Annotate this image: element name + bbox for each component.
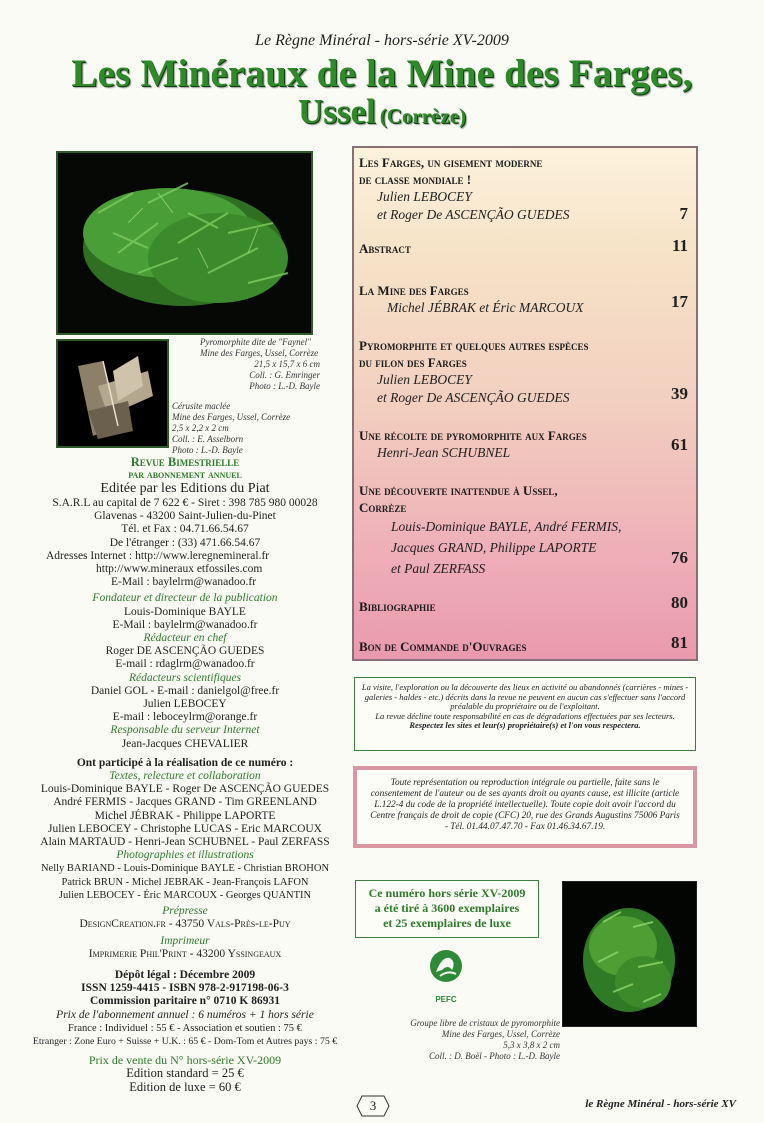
caption-line: Coll. : E. Asselborn xyxy=(172,434,244,444)
texts-line: Louis-Dominique BAYLE - Roger De ASCENÇÃO GUEDES xyxy=(40,783,330,796)
toc-page: 61 xyxy=(671,435,688,454)
page-number xyxy=(356,1094,390,1118)
masthead xyxy=(28,456,342,1094)
toc-author: et Roger De ASCENÇÃO GUEDES xyxy=(377,207,570,222)
visit-notice xyxy=(354,677,696,751)
toc-page: 39 xyxy=(671,384,688,403)
toc-entry[interactable] xyxy=(359,427,688,462)
server-label: Responsable du serveur Internet xyxy=(110,724,260,737)
toc-author: Louis-Dominique BAYLE, André FERMIS, xyxy=(391,519,622,534)
toc-title: Une récolte de pyromorphite aux Farges xyxy=(359,428,587,443)
toc-entry[interactable] xyxy=(359,282,688,317)
company-line: E-Mail : baylelrm@wanadoo.fr xyxy=(111,576,257,589)
page-title: Les Minéraux de la Mine des Farges, xyxy=(71,52,693,95)
company-line: Adresses Internet : http://www.leregnemineral.fr xyxy=(46,549,270,562)
pefc-logo xyxy=(426,948,466,1004)
subscription-price: Prix de l'abonnement annuel : 6 numéros + 1 hors série xyxy=(56,1008,314,1021)
notice-bold: Respectez les sites et leur(s) propriétaire(s) et l'on vous respectera. xyxy=(409,720,641,731)
print-run-box xyxy=(355,880,539,938)
toc-entry[interactable] xyxy=(359,236,688,257)
founder-email: E-Mail : baylelrm@wanadoo.fr xyxy=(112,618,258,631)
participated-label: Ont participé à la réalisation de ce numéro : xyxy=(76,756,294,769)
sci-label: Rédacteurs scientifiques xyxy=(128,671,242,684)
toc-page: 81 xyxy=(671,633,688,652)
printer-label: Imprimeur xyxy=(160,934,210,947)
texts-line: Alain MARTAUD - Henri-Jean SCHUBNEL - Paul ZERFASS xyxy=(40,836,330,849)
company-line: S.A.R.L au capital de 7 622 € - Siret : 398 785 980 00028 xyxy=(52,497,318,509)
print-run-line: Ce numéro hors série XV-2009 xyxy=(368,886,526,900)
price-standard: Edition standard = 25 € xyxy=(126,1066,244,1081)
prepress-value: DesignCreation.fr - 43750 Vals-Près-le-Puy xyxy=(79,918,291,931)
prepress-label: Prépresse xyxy=(162,905,208,918)
photos-label: Photographies et illustrations xyxy=(116,849,254,862)
print-run-line: et 25 exemplaires de luxe xyxy=(383,916,511,930)
toc-entry[interactable] xyxy=(359,154,688,224)
photos-line: Julien LEBOCEY - Éric MARCOUX - Georges QUANTIN xyxy=(58,889,312,901)
toc-entry[interactable] xyxy=(359,337,688,407)
sci-line: Julien LEBOCEY xyxy=(143,698,227,711)
pyromorphite-group-photo xyxy=(562,881,697,1027)
caption-line: Mine des Farges, Ussel, Corrèze xyxy=(172,412,291,422)
texts-line: Michel JÉBRAK - Philippe LAPORTE xyxy=(94,809,276,822)
revue-line1: Revue Bimestrielle xyxy=(130,455,240,469)
caption-line: Coll. : D. Boël - Photo : L.-D. Bayle xyxy=(429,1051,560,1061)
printer-value: Imprimerie Phil'Print - 43200 Yssingeaux xyxy=(88,947,282,960)
texts-line: André FERMIS - Jacques GRAND - Tim GREENLAND xyxy=(53,796,317,809)
editor: Editée par les Editions du Piat xyxy=(100,481,270,496)
price-foreign: Etranger : Zone Euro + Suisse + U.K. : 65 € - Dom-Tom et Autres pays : 75 € xyxy=(32,1035,338,1047)
texts-label: Textes, relecture et collaboration xyxy=(109,770,261,783)
footer-title: le Règne Minéral - hors-série XV xyxy=(585,1098,736,1110)
sci-line: E-mail : leboceylrm@orange.fr xyxy=(112,711,258,724)
caption-line: Groupe libre de cristaux de pyromorphite xyxy=(410,1018,560,1028)
toc-title: du filon des Farges xyxy=(359,355,467,370)
toc-author: Julien LEBOCEY xyxy=(377,189,472,204)
founder-label: Fondateur et directeur de la publication xyxy=(92,592,278,605)
toc-page: 7 xyxy=(679,204,688,223)
legal-deposit: Dépôt légal : Décembre 2009 xyxy=(114,968,256,981)
caption-line: Coll. : G. Emringer xyxy=(249,370,320,380)
toc-page: 17 xyxy=(671,292,688,311)
caption-line: Pyromorphite dite de "Faynel" xyxy=(200,337,311,347)
chief-label: Rédacteur en chef xyxy=(143,632,227,645)
company-line: De l'étranger : (33) 471.66.54.67 xyxy=(109,536,261,549)
toc-title: La Mine des Farges xyxy=(359,283,469,298)
toc-author: et Roger De ASCENÇÃO GUEDES xyxy=(377,390,570,405)
caption-line: Photo : L.-D. Bayle xyxy=(172,445,243,455)
sci-line: Daniel GOL - E-mail : danielgol@free.fr xyxy=(90,684,280,697)
toc-title: Abstract xyxy=(359,241,411,256)
toc-title: Bibliographie xyxy=(359,599,436,614)
toc-entry[interactable] xyxy=(359,482,688,579)
toc-page: 76 xyxy=(671,548,688,567)
copyright-notice: Toute représentation ou reproduction intégrale ou partielle, faite sans le consentement de l'auteur ou de ses ayants droit ou ayants cause, est illicite (article L.122-4 du code de la propriété intellectuelle). Toute copie doit avoir l'accord du Centre français de droit de copie (CFC) 20, rue des Grands Augustins 75006 Paris - Tél. 01.44.07.47.70 - Fax 01.46.34.67.19. xyxy=(353,766,697,848)
toc-title: Une découverte inattendue à Ussel, xyxy=(359,483,558,498)
pyromorphite-photo xyxy=(56,151,313,335)
notice-text2: La revue décline toute responsabilité en cas de dégradations effectuées par ses lecteurs. xyxy=(375,710,675,721)
company-line: Tél. et Fax : 04.71.66.54.67 xyxy=(121,523,249,536)
table-of-contents xyxy=(352,146,698,661)
toc-title: Les Farges, un gisement moderne xyxy=(359,155,543,170)
toc-entry[interactable] xyxy=(359,633,688,655)
notice-text: La visite, l'exploration ou la découverte des lieux en activité ou abandonnés (carrières - mines - galeries - haldes - etc.) décrits dans la revue ne peuvent en aucun cas s'effectuer sans l'accord préalable du propriétaire ou de l'exploitant. xyxy=(361,682,689,712)
caption-line: 5,3 x 3,8 x 2 cm xyxy=(503,1040,560,1050)
title-correze: (Corrèze) xyxy=(379,104,467,128)
toc-title: Corrèze xyxy=(359,500,407,515)
toc-title: de classe mondiale ! xyxy=(359,172,472,187)
founder-name: Louis-Dominique BAYLE xyxy=(124,605,246,618)
pefc-tree-icon xyxy=(426,948,466,990)
photos-line: Nelly BARIAND - Louis-Dominique BAYLE - Christian BROHON xyxy=(40,863,330,875)
cerusite-caption xyxy=(172,401,302,456)
pyromorphite-caption xyxy=(200,337,320,392)
page-subtitle xyxy=(0,92,764,135)
caption-line: 2,5 x 2,2 x 2 cm xyxy=(172,423,229,433)
caption-line: Cérusite maclée xyxy=(172,401,231,411)
print-run-line: a été tiré à 3600 exemplaires xyxy=(374,901,520,915)
pefc-label: PEFC xyxy=(435,995,457,1004)
caption-line: Mine des Farges, Ussel, Corrèze xyxy=(200,348,319,358)
toc-author: et Paul ZERFASS xyxy=(391,561,486,576)
price-luxury: Edition de luxe = 60 € xyxy=(129,1079,241,1094)
group-caption xyxy=(405,1018,560,1062)
sale-price-label: Prix de vente du N° hors-série XV-2009 xyxy=(88,1053,282,1068)
toc-author: Jacques GRAND, Philippe LAPORTE xyxy=(391,540,597,555)
caption-line: Mine des Farges, Ussel, Corrèze xyxy=(441,1029,560,1039)
toc-page: 80 xyxy=(671,593,688,612)
toc-author: Julien LEBOCEY xyxy=(377,372,472,387)
price-france: France : Individuel : 55 € - Association et soutien : 75 € xyxy=(68,1022,302,1034)
title-ussel: Ussel xyxy=(297,92,376,131)
toc-title: Bon de Commande d'Ouvrages xyxy=(359,639,527,654)
revue-line2: par abonnement annuel xyxy=(128,469,242,481)
server-name: Jean-Jacques CHEVALIER xyxy=(121,737,249,750)
photos-line: Patrick BRUN - Michel JEBRAK - Jean-François LAFON xyxy=(61,876,309,888)
toc-entry[interactable] xyxy=(359,593,688,615)
texts-line: Julien LEBOCEY - Christophe LUCAS - Eric MARCOUX xyxy=(48,822,322,835)
issn-isbn: ISSN 1259-4415 - ISBN 978-2-917198-06-3 xyxy=(81,982,289,995)
toc-title: Pyromorphite et quelques autres espèces xyxy=(359,338,589,353)
caption-line: 21,5 x 15,7 x 6 cm xyxy=(254,359,320,369)
cerusite-photo xyxy=(56,339,169,448)
page-number-value: 3 xyxy=(369,1098,377,1113)
chief-email: E-mail : rdaglrm@wanadoo.fr xyxy=(115,658,255,671)
company-line: http://www.mineraux etfossiles.com xyxy=(96,563,263,576)
chief-name: Roger DE ASCENÇÃO GUEDES xyxy=(105,645,265,658)
toc-page: 11 xyxy=(671,236,688,255)
commission: Commission paritaire n° 0710 K 86931 xyxy=(90,995,280,1008)
series-header: Le Règne Minéral - hors-série XV-2009 xyxy=(255,32,509,49)
toc-author: Henri-Jean SCHUBNEL xyxy=(377,445,511,460)
toc-author: Michel JÉBRAK et Éric MARCOUX xyxy=(387,300,584,315)
company-line: Glavenas - 43200 Saint-Julien-du-Pinet xyxy=(94,510,276,523)
caption-line: Photo : L.-D. Bayle xyxy=(249,381,320,391)
